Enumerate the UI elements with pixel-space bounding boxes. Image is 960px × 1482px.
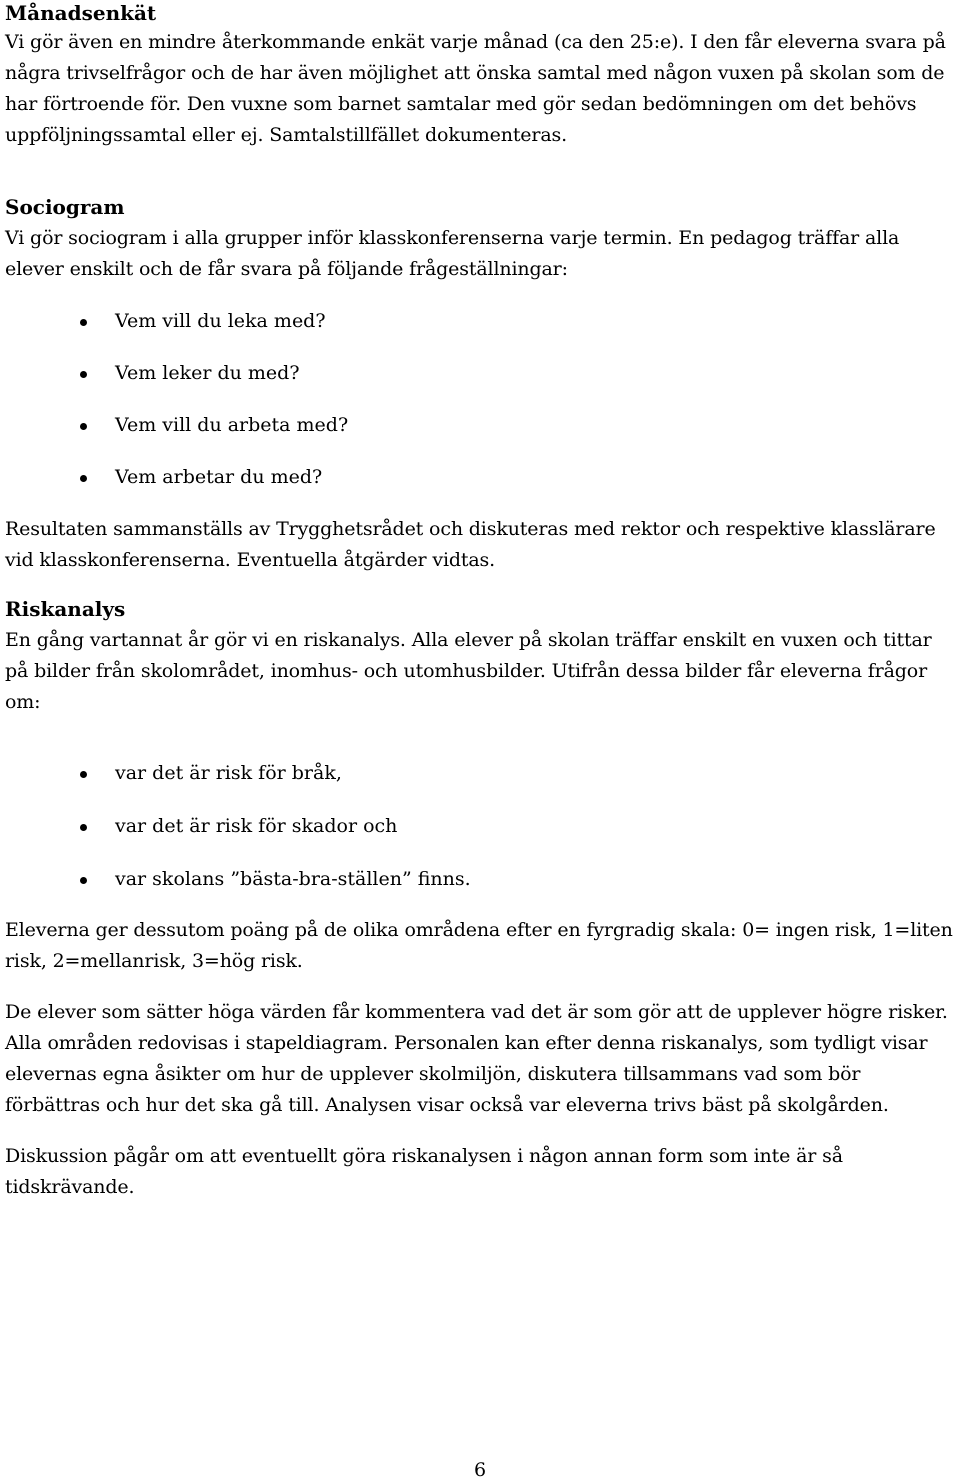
section-heading-sociogram: Sociogram: [5, 195, 125, 219]
sociogram-outro-paragraph: Resultaten sammanställs av Trygghetsrådet och diskuteras med rektor och respektive klasslärare vid klasskonferenserna. Eventuella åtgärder vidtas.: [5, 518, 936, 571]
page-number: 6: [473, 1459, 487, 1481]
bullet-icon: [80, 475, 87, 482]
list-item-text: Vem arbetar du med?: [115, 466, 323, 488]
list-item-text: Vem vill du leka med?: [115, 310, 326, 332]
manadsenkat-paragraph: Vi gör även en mindre återkommande enkät varje månad (ca den 25:e). I den får eleverna svara på några trivselfrågor och de har även möjlighet att önska samtal med någon vuxen på skolan som de har förtroende för. Den vuxne som barnet samtalar med gör sedan bedömningen om det behövs uppföljningssamtal eller ej. Samtalstillfället dokumenteras.: [5, 31, 946, 146]
sociogram-intro-paragraph: Vi gör sociogram i alla grupper inför klasskonferenserna varje termin. En pedagog träffar alla elever enskilt och de får svara på följande frågeställningar:: [5, 227, 900, 280]
section-heading-riskanalys: Riskanalys: [5, 597, 126, 621]
list-item: [5, 462, 960, 493]
list-item: [5, 758, 960, 789]
list-item: [5, 811, 960, 842]
list-item-text: var det är risk för skador och: [115, 815, 398, 837]
list-item-text: Vem vill du arbeta med?: [115, 414, 349, 436]
document-page: [5, 0, 960, 1203]
riskanalys-scale-paragraph: Eleverna ger dessutom poäng på de olika områdena efter en fyrgradig skala: 0= ingen risk, 1=liten risk, 2=mellanrisk, 3=hög risk.: [5, 919, 953, 972]
bullet-icon: [80, 371, 87, 378]
riskanalys-item-list: [5, 758, 960, 895]
list-item-text: Vem leker du med?: [115, 362, 300, 384]
bullet-icon: [80, 877, 87, 884]
list-item: [5, 410, 960, 441]
list-item-text: var skolans ”bästa-bra-ställen” finns.: [115, 868, 471, 890]
list-item: [5, 864, 960, 895]
bullet-icon: [80, 319, 87, 326]
list-item: [5, 306, 960, 337]
sociogram-question-list: [5, 306, 960, 493]
section-heading-manadsenkat: Månadsenkät: [5, 1, 157, 25]
list-item-text: var det är risk för bråk,: [115, 762, 342, 784]
riskanalys-intro-paragraph: En gång vartannat år gör vi en riskanalys. Alla elever på skolan träffar enskilt en vuxen och tittar på bilder från skolområdet, inomhus- och utomhusbilder. Utifrån dessa bilder får eleverna frågor om:: [5, 629, 932, 713]
bullet-icon: [80, 423, 87, 430]
bullet-icon: [80, 824, 87, 831]
riskanalys-discussion-paragraph: Diskussion pågår om att eventuellt göra riskanalysen i någon annan form som inte är så tidskrävande.: [5, 1145, 843, 1198]
list-item: [5, 358, 960, 389]
bullet-icon: [80, 771, 87, 778]
riskanalys-results-paragraph: De elever som sätter höga värden får kommentera vad det är som gör att de upplever högre risker. Alla områden redovisas i stapeldiagram. Personalen kan efter denna riskanalys, som tydligt visar elevernas egna åsikter om hur de upplever skolmiljön, diskutera tillsammans vad som bör förbättras och hur det ska gå till. Analysen visar också var eleverna trivs bäst på skolgården.: [5, 1001, 948, 1116]
